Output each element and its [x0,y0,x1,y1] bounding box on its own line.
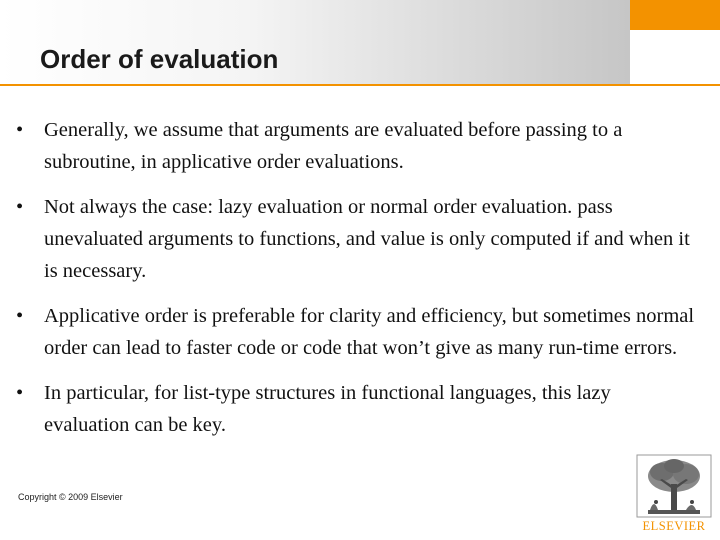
bullet-dot: • [16,305,24,327]
accent-block [630,0,720,30]
bullet-text: Generally, we assume that arguments are evaluated before passing to a subroutine, in applicative order evaluations. [44,119,623,173]
bullet-text: In particular, for list-type structures in functional languages, this lazy evaluation can be key. [44,382,611,436]
copyright-text: Copyright © 2009 Elsevier [18,492,123,502]
title-underline [0,84,720,86]
bullet-list [16,114,696,454]
slide-title: Order of evaluation [40,44,279,74]
bullet-item [16,191,696,287]
bullet-dot: • [16,196,24,218]
bullet-dot: • [16,119,24,141]
bullet-text: Applicative order is preferable for clarity and efficiency, but sometimes normal order can lead to faster code or code that won’t give as many run-time errors. [44,305,695,359]
bullet-dot: • [16,382,24,404]
bullet-item [16,377,696,441]
bullet-item [16,114,696,178]
bullet-text: Not always the case: lazy evaluation or normal order evaluation. pass unevaluated arguments to functions, and value is only computed if and when it is necessary. [44,196,690,282]
logo-label: ELSEVIER [642,519,706,533]
bullet-item [16,300,696,364]
